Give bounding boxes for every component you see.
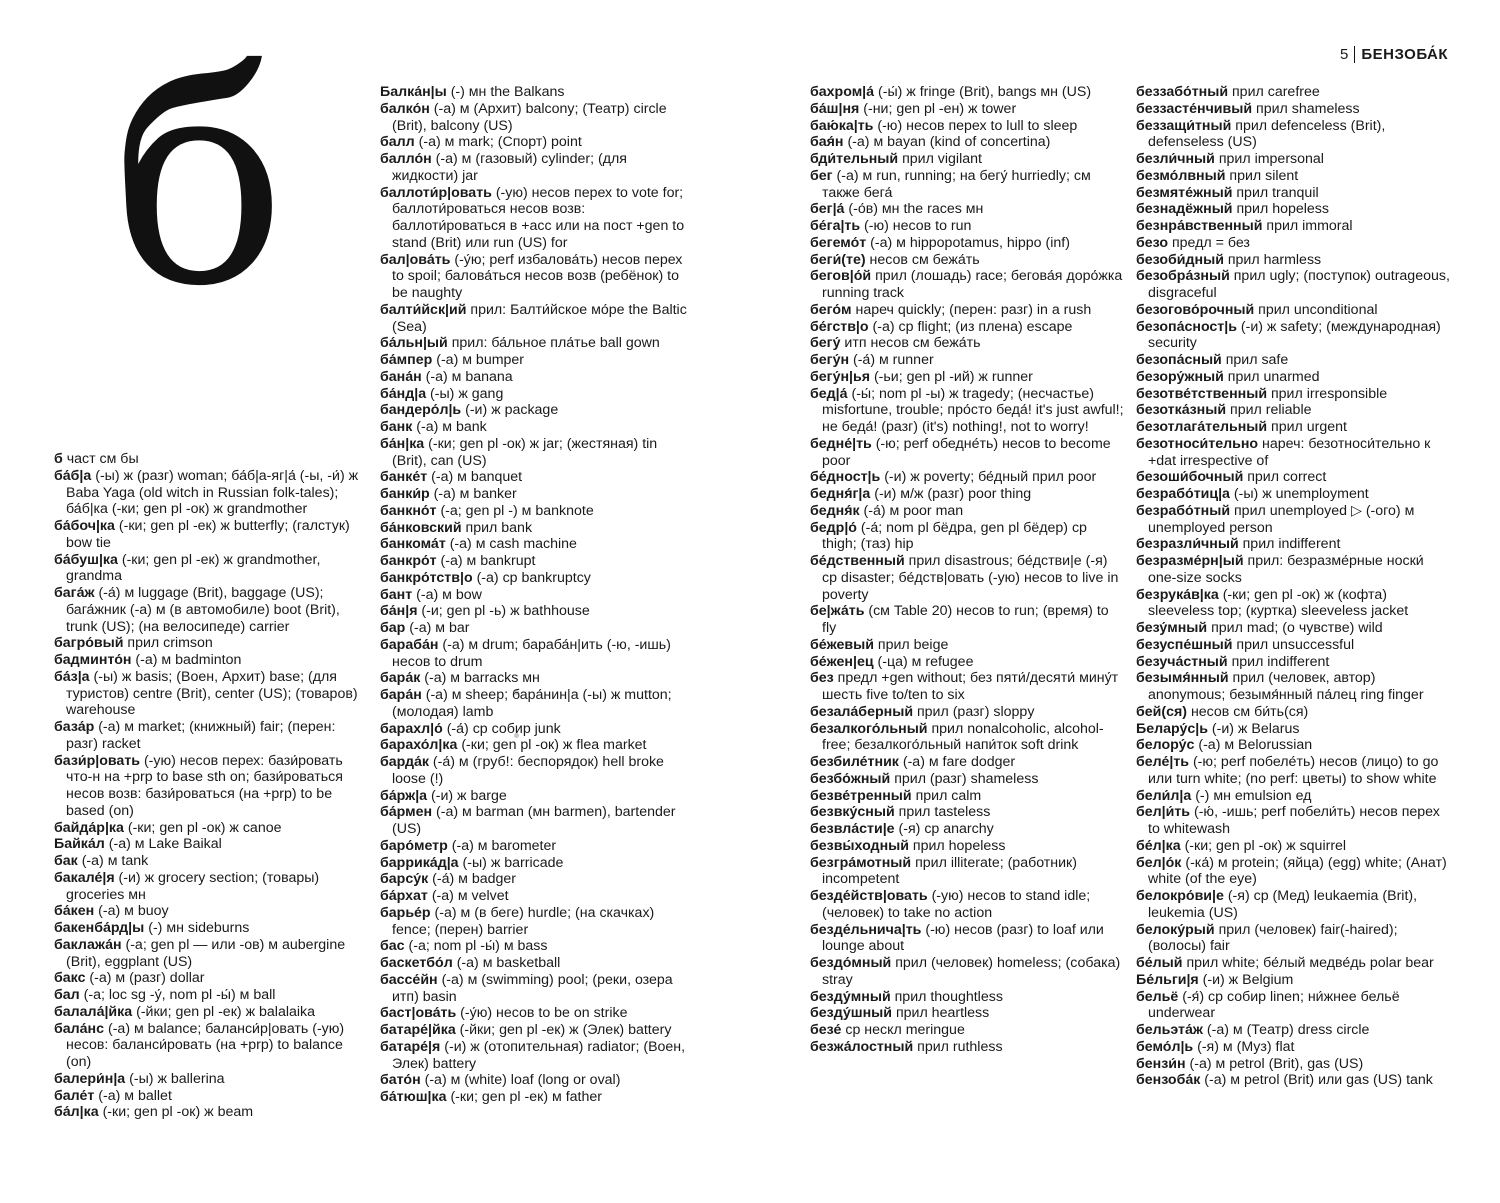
dictionary-entry: безбо́жный прил (разг) shameless (810, 770, 1039, 787)
dictionary-entry: безжа́лостный прил ruthless (810, 1038, 1003, 1055)
dictionary-entry: баст|ова́ть (-у́ю) несов to be on strike (380, 1005, 628, 1022)
dictionary-entry: бе|жа́ть (см Table 20) несов to run; (время) to fly (810, 603, 1109, 636)
dictionary-entry: барье́р (-а) м (в беге) hurdle; (на скачках) fence; (перен) barrier (380, 904, 655, 938)
dictionary-column-1 (54, 451, 369, 1121)
dictionary-entry: баллоти́р|овать (-ую) несов перех to vote for; баллоти́роваться несов возв: баллоти́роваться в +acc или на пост +gen to stand (Brit) или run (US) for (380, 184, 685, 251)
dictionary-entry: бант (-а) м bow (380, 586, 482, 603)
dictionary-entry: бедр|о́ (-а́; nom pl бёдра, gen pl бёдер) ср thigh; (таз) hip (810, 519, 1087, 553)
dictionary-entry: баро́метр (-а) м barometer (380, 837, 557, 854)
dictionary-entry: бе́дност|ь (-и) ж poverty; бе́дный прил poor (810, 469, 1097, 486)
header-divider (1354, 46, 1355, 63)
dictionary-entry: ба́буш|ка (-ки; gen pl -ек) ж grandmother, grandma (54, 551, 321, 585)
dictionary-entry: барда́к (-а́) м (груб!: беспорядок) hell broke loose (!) (380, 754, 664, 787)
dictionary-entry: бди́тельный прил vigilant (810, 151, 982, 167)
dictionary-entry: бегу́ итп несов см бежа́ть (810, 335, 981, 352)
dictionary-entry: ба́боч|ка (-ки; gen pl -ек) ж butterfly; (галстук) bow tie (54, 518, 350, 551)
dictionary-entry: ба́тюш|ка (-ки; gen pl -ек) м father (380, 1089, 602, 1105)
dictionary-entry: бакале́|я (-и) ж grocery section; (товары) groceries мн (54, 869, 320, 903)
dictionary-entry: безымя́нный прил (человек, автор) anonymous; безымя́нный па́лец ring finger (1136, 670, 1424, 703)
dictionary-entry: батаре́|я (-и) ж (отопительная) radiator; (Воен, Элек) battery (380, 1038, 686, 1072)
dictionary-entry: балала́|йка (-йки; gen pl -ек) ж balalaika (54, 1003, 316, 1020)
dictionary-entry: баю́ка|ть (-ю) несов перех to lull to sleep (810, 117, 1078, 134)
dictionary-column-3 (810, 84, 1125, 1056)
dictionary-entry: ба́н|ка (-ки; gen pl -ок) ж jar; (жестяная) tin (Brit), can (US) (380, 435, 658, 469)
dictionary-entry: безу́мный прил mad; (о чувстве) wild (1136, 620, 1383, 636)
dictionary-entry: бегов|о́й прил (лошадь) race; бегова́я доро́жка running track (810, 268, 1123, 301)
dictionary-entry: безуспе́шный прил unsuccessful (1136, 636, 1355, 653)
dictionary-entry: бас (-а; nom pl -ы́) м bass (380, 938, 548, 955)
dictionary-entry: бемо́л|ь (-я) м (Муз) flat (1136, 1038, 1295, 1055)
dictionary-entry: баскетбо́л (-а) м basketball (380, 955, 561, 971)
dictionary-entry: бакс (-а) м (разг) dollar (54, 970, 205, 987)
dictionary-entry: бел|о́к (-ка́) м protein; (яйца) (egg) white; (Анат) white (of the eye) (1136, 854, 1447, 888)
dictionary-entry: безвла́сти|е (-я) ср anarchy (810, 821, 994, 837)
dictionary-entry: бегу́н|ья (-ьи; gen pl -ий) ж runner (810, 368, 1033, 385)
dictionary-entry: бандеро́л|ь (-и) ж package (380, 402, 559, 419)
dictionary-entry: баклажа́н (-а; gen pl — или -ов) м aubergine (Brit), eggplant (US) (54, 936, 346, 970)
dictionary-entry: бага́ж (-а́) м luggage (Brit), baggage (US); бага́жник (-а) м (в автомобиле) boot (Brit), trunk (US); (на велосипеде) carrier (54, 585, 340, 635)
dictionary-entry: банкро́т (-а) м bankrupt (380, 553, 536, 569)
dictionary-entry: бара́н (-а) м sheep; бара́нин|а (-ы) ж mutton; (молодая) lamb (380, 687, 672, 720)
dictionary-entry: бегу́н (-а́) м runner (810, 352, 934, 368)
dictionary-entry: ба́рмен (-а) м barman (мн barmen), bartender (US) (380, 804, 676, 837)
dictionary-entry: бездо́мный прил (человек) homeless; (собака) stray (810, 955, 1121, 988)
dictionary-entry: белору́с (-а) м Belorussian (1136, 737, 1313, 754)
dictionary-entry: безуча́стный прил indifferent (1136, 653, 1330, 670)
dictionary-entry: бак (-а) м tank (54, 853, 149, 869)
dictionary-entry: безмяте́жный прил tranquil (1136, 184, 1319, 201)
dictionary-entry: база́р (-а) м market; (книжный) fair; (перен: разг) racket (54, 719, 336, 752)
dictionary-entry: балло́н (-а) м (газовый) cylinder; (для жидкости) jar (380, 151, 627, 184)
dictionary-entry: бал|ова́ть (-у́ю; perf избалова́ть) несов перех to spoil; балова́ться несов возв (ребёнок) to be naughty (380, 251, 683, 301)
dictionary-entry: безогово́рочный прил unconditional (1136, 301, 1378, 318)
dictionary-entry: батаре́|йка (-йки; gen pl -ек) ж (Элек) battery (380, 1022, 672, 1038)
page-number: 5 (1340, 46, 1349, 63)
dictionary-entry: безли́чный прил impersonal (1136, 151, 1324, 167)
dictionary-entry: банк (-а) м bank (380, 419, 487, 435)
dictionary-entry: безде́льнича|ть (-ю) несов (разг) to loaf или lounge about (810, 921, 1104, 955)
dictionary-entry: безо предл = без (1136, 234, 1250, 251)
dictionary-entry: банкро́тств|о (-а) ср bankruptcy (380, 569, 591, 586)
dictionary-entry: безотве́тственный прил irresponsible (1136, 385, 1388, 402)
dictionary-entry: безрабо́тиц|а (-ы) ж unemployment (1136, 486, 1369, 502)
dictionary-entry: балери́н|а (-ы) ж ballerina (54, 1070, 225, 1087)
dictionary-entry: беззасте́нчивый прил shameless (1136, 100, 1360, 117)
dictionary-entry: безотноси́тельно нареч: безотноси́тельно к +dat irrespective of (1136, 435, 1431, 469)
dictionary-entry: бази́р|овать (-ую) несов перех: бази́ровать что-н на +prp to base sth on; бази́роваться несов возв: бази́роваться (на +prp) to be based (on) (54, 752, 343, 819)
dictionary-entry: барахл|о́ (-а́) ср собир junk (380, 720, 561, 737)
dictionary-entry: бадминто́н (-а) м badminton (54, 652, 242, 668)
dictionary-entry: беле́|ть (-ю; perf побеле́ть) несов (лицо) to go или turn white; (no perf: цветы) to show white (1136, 754, 1439, 787)
dictionary-entry: беги́(те) несов см бежа́ть (810, 251, 980, 268)
dictionary-entry: бана́н (-а) м banana (380, 368, 513, 385)
dictionary-entry: безобра́зный прил ugly; (поступок) outrageous, disgraceful (1136, 268, 1450, 301)
dictionary-entry: бе́га|ть (-ю) несов to run (810, 218, 972, 234)
dictionary-entry: Балка́н|ы (-) мн the Balkans (380, 84, 565, 100)
dictionary-entry: бара́к (-а) м barracks мн (380, 670, 540, 687)
dictionary-entry: балко́н (-а) м (Архит) balcony; (Театр) circle (Brit), balcony (US) (380, 100, 667, 134)
dictionary-entry: белокро́ви|е (-я) ср (Мед) leukaemia (Brit), leukemia (US) (1136, 888, 1418, 921)
dictionary-entry: б част см бы (54, 451, 139, 467)
dictionary-entry: безала́берный прил (разг) sloppy (810, 703, 1035, 720)
dictionary-entry: беззащи́тный прил defenceless (Brit), defenseless (US) (1136, 117, 1386, 151)
dictionary-entry: бе́жевый прил beige (810, 636, 949, 653)
dictionary-entry: балти́йск|ий прил: Балти́йское мо́ре the Baltic (Sea) (380, 301, 687, 335)
dictionary-entry: бегемо́т (-а) м hippopotamus, hippo (inf) (810, 234, 1070, 251)
dictionary-entry: барсу́к (-а́) м badger (380, 871, 517, 888)
dictionary-entry: белоку́рый прил (человек) fair(-haired); (волосы) fair (1136, 921, 1398, 955)
dictionary-entry: безе́ ср нескл meringue (810, 1022, 965, 1038)
dictionary-entry: барахо́л|ка (-ки; gen pl -ок) ж flea market (380, 737, 647, 754)
dictionary-entry: бег|а́ (-о́в) мн the races мн (810, 201, 984, 218)
dictionary-entry: ба́з|а (-ы) ж basis; (Воен, Архит) base; (для туристов) centre (Brit), center (US); (товаров) warehouse (54, 668, 358, 719)
dictionary-entry: безопа́сност|ь (-и) ж safety; (международная) security (1136, 318, 1441, 352)
dictionary-entry: бельэта́ж (-а) м (Театр) dress circle (1136, 1022, 1370, 1038)
dictionary-entry: бараба́н (-а) м drum; бараба́н|ить (-ю, -ишь) несов to drum (380, 636, 671, 670)
dictionary-entry: Бе́льги|я (-и) ж Belgium (1136, 971, 1294, 988)
dictionary-entry: бахром|а́ (-ы́) ж fringe (Brit), bangs мн (US) (810, 84, 1092, 100)
dictionary-entry: бе́гств|о (-а) ср flight; (из плена) escape (810, 318, 1073, 335)
dictionary-entry: бедня́к (-а́) м poor man (810, 502, 964, 519)
dictionary-entry: безоши́бочный прил correct (1136, 469, 1327, 486)
dictionary-entry: безде́йств|овать (-ую) несов to stand idle; (человек) to take no action (810, 888, 1091, 921)
dictionary-entry: безразли́чный прил indifferent (1136, 536, 1341, 553)
dictionary-entry: байда́р|ка (-ки; gen pl -ок) ж canoe (54, 819, 282, 836)
dictionary-entry: бед|а́ (-ы́; nom pl -ы) ж tragedy; (несчастье) misfortune, trouble; про́сто беда́! it's just awful!; не беда́! (разг) (it's) nothing!, not to worry! (810, 385, 1124, 435)
dictionary-entry: бе́лый прил white; бе́лый медве́дь polar bear (1136, 955, 1434, 971)
dictionary-entry: бе́л|ка (-ки; gen pl -ок) ж squirrel (1136, 837, 1347, 854)
dictionary-entry: безоби́дный прил harmless (1136, 251, 1322, 268)
dictionary-entry: банкома́т (-а) м cash machine (380, 536, 577, 553)
dictionary-entry: ба́рхат (-а) м velvet (380, 888, 509, 904)
dictionary-entry: без предл +gen without; без пяти́/десяти́ мину́т шесть five to/ten to six (810, 670, 1119, 703)
dictionary-entry: балл (-а) м mark; (Спорт) point (380, 134, 582, 151)
dictionary-entry: бакенба́рд|ы (-) мн sideburns (54, 920, 250, 936)
dictionary-entry: ба́мпер (-а) м bumper (380, 352, 525, 368)
dictionary-entry: бала́нс (-а) м balance; баланси́р|овать (-ую) несов: баланси́ровать (на +prp) to balance (on) (54, 1020, 345, 1070)
dictionary-entry: безвку́сный прил tasteless (810, 804, 991, 821)
dictionary-entry: бего́м нареч quickly; (перен: разг) in a rush (810, 301, 1092, 318)
dictionary-entry: безопа́сный прил safe (1136, 352, 1289, 368)
dictionary-entry: банке́т (-а) м banquet (380, 469, 523, 486)
dictionary-entry: ба́б|а (-ы) ж (разг) woman; ба́б|а-яг|а́ (-ы, -и́) ж Baba Yaga (old witch in Russian folk-tales); ба́б|ка (-ки; gen pl -ок) ж grandmother (54, 467, 359, 518)
dictionary-entry: банкно́т (-а; gen pl -) м banknote (380, 502, 594, 519)
dictionary-entry: ба́н|я (-и; gen pl -ь) ж bathhouse (380, 603, 590, 620)
dictionary-entry: ба́нковский прил bank (380, 519, 533, 536)
dictionary-entry: беззабо́тный прил carefree (1136, 84, 1320, 100)
dictionary-entry: ба́льн|ый прил: ба́льное пла́тье ball gown (380, 335, 660, 352)
dictionary-column-4 (1136, 84, 1451, 1089)
section-letter: б (112, 13, 287, 350)
dictionary-entry: безгра́мотный прил illiterate; (работник) incompetent (810, 854, 1077, 888)
dictionary-entry: бале́т (-а) м ballet (54, 1087, 172, 1104)
dictionary-entry: безрука́в|ка (-ки; gen pl -ок) ж (кофта) sleeveless top; (куртка) sleeveless jacket (1136, 586, 1409, 620)
dictionary-entry: ба́л|ка (-ки; gen pl -ок) ж beam (54, 1104, 254, 1121)
dictionary-entry: ба́нд|а (-ы) ж gang (380, 385, 504, 402)
dictionary-entry: безмо́лвный прил silent (1136, 167, 1299, 184)
dictionary-entry: безбиле́тник (-а) м fare dodger (810, 754, 1016, 770)
dictionary-entry: бе́дственный прил disastrous; бе́дстви|е (-я) ср disaster; бе́дств|овать (-ую) несов to live in poverty (810, 553, 1119, 603)
dictionary-entry: безотлага́тельный прил urgent (1136, 419, 1347, 435)
dictionary-entry: безду́мный прил thoughtless (810, 988, 1003, 1005)
dictionary-entry: безвы́ходный прил hopeless (810, 837, 1006, 854)
dictionary-entry: бал (-а; loc sg -у́, nom pl -ы́) м ball (54, 987, 276, 1003)
dictionary-entry: бедне́|ть (-ю; perf обедне́ть) несов to become poor (810, 435, 1111, 469)
dictionary-entry: бато́н (-а) м (white) loaf (long or oval) (380, 1072, 621, 1089)
dictionary-entry: бассе́йн (-а) м (swimming) pool; (реки, озера итп) basin (380, 971, 673, 1005)
dictionary-entry: бедня́г|а (-и) м/ж (разг) poor thing (810, 486, 1032, 502)
dictionary-entry: бел|и́ть (-ю́, -ишь; perf побели́ть) несов перех to whitewash (1136, 804, 1440, 837)
dictionary-entry: баррика́д|а (-ы) ж barricade (380, 854, 564, 871)
dictionary-entry: бели́л|а (-) мн emulsion ед (1136, 787, 1312, 804)
dictionary-entry: Белару́с|ь (-и) ж Belarus (1136, 720, 1300, 737)
dictionary-entry: ба́ш|ня (-ни; gen pl -ен) ж tower (810, 100, 1017, 117)
guide-word: БЕНЗОБА́К (1361, 46, 1449, 63)
dictionary-entry: безалкого́льный прил nonalcoholic, alcohol-free; безалкого́льный напи́ток soft drink (810, 720, 1104, 754)
dictionary-entry: безве́тренный прил calm (810, 787, 982, 804)
dictionary-entry: бар (-а) м bar (380, 620, 470, 636)
dictionary-entry: бензоба́к (-а) м petrol (Brit) или gas (US) tank (1136, 1072, 1433, 1089)
dictionary-entry: бе́жен|ец (-ца) м refugee (810, 653, 974, 670)
dictionary-entry: бензи́н (-а) м petrol (Brit), gas (US) (1136, 1055, 1364, 1072)
dictionary-entry: Байка́л (-а) м Lake Baikal (54, 836, 222, 853)
dictionary-entry: бег (-а) м run, running; на бегу́ hurriedly; см также бега́ (810, 167, 1091, 201)
dictionary-entry: безду́шный прил heartless (810, 1005, 990, 1022)
dictionary-column-2 (380, 84, 695, 1106)
dictionary-entry: банки́р (-а) м banker (380, 486, 517, 502)
dictionary-entry: безотка́зный прил reliable (1136, 402, 1312, 419)
dictionary-entry: ба́кен (-а) м buoy (54, 903, 169, 920)
dictionary-entry: ба́рж|а (-и) ж barge (380, 787, 507, 804)
dictionary-entry: безору́жный прил unarmed (1136, 368, 1320, 385)
dictionary-entry: бей(ся) несов см би́ть(ся) (1136, 703, 1309, 720)
dictionary-entry: безнра́вственный прил immoral (1136, 218, 1353, 234)
dictionary-entry: безрабо́тный прил unemployed ▷ (-ого) м unemployed person (1136, 502, 1415, 536)
dictionary-entry: бая́н (-а) м bayan (kind of concertina) (810, 134, 1051, 151)
dictionary-entry: безнадёжный прил hopeless (1136, 201, 1329, 218)
dictionary-entry: безразме́рн|ый прил: безразме́рные носки́ one-size socks (1136, 553, 1424, 586)
dictionary-entry: бельё (-я́) ср собир linen; ни́жнее бельё underwear (1136, 988, 1400, 1022)
page-header (1340, 46, 1450, 63)
dictionary-entry: багро́вый прил crimson (54, 635, 213, 652)
